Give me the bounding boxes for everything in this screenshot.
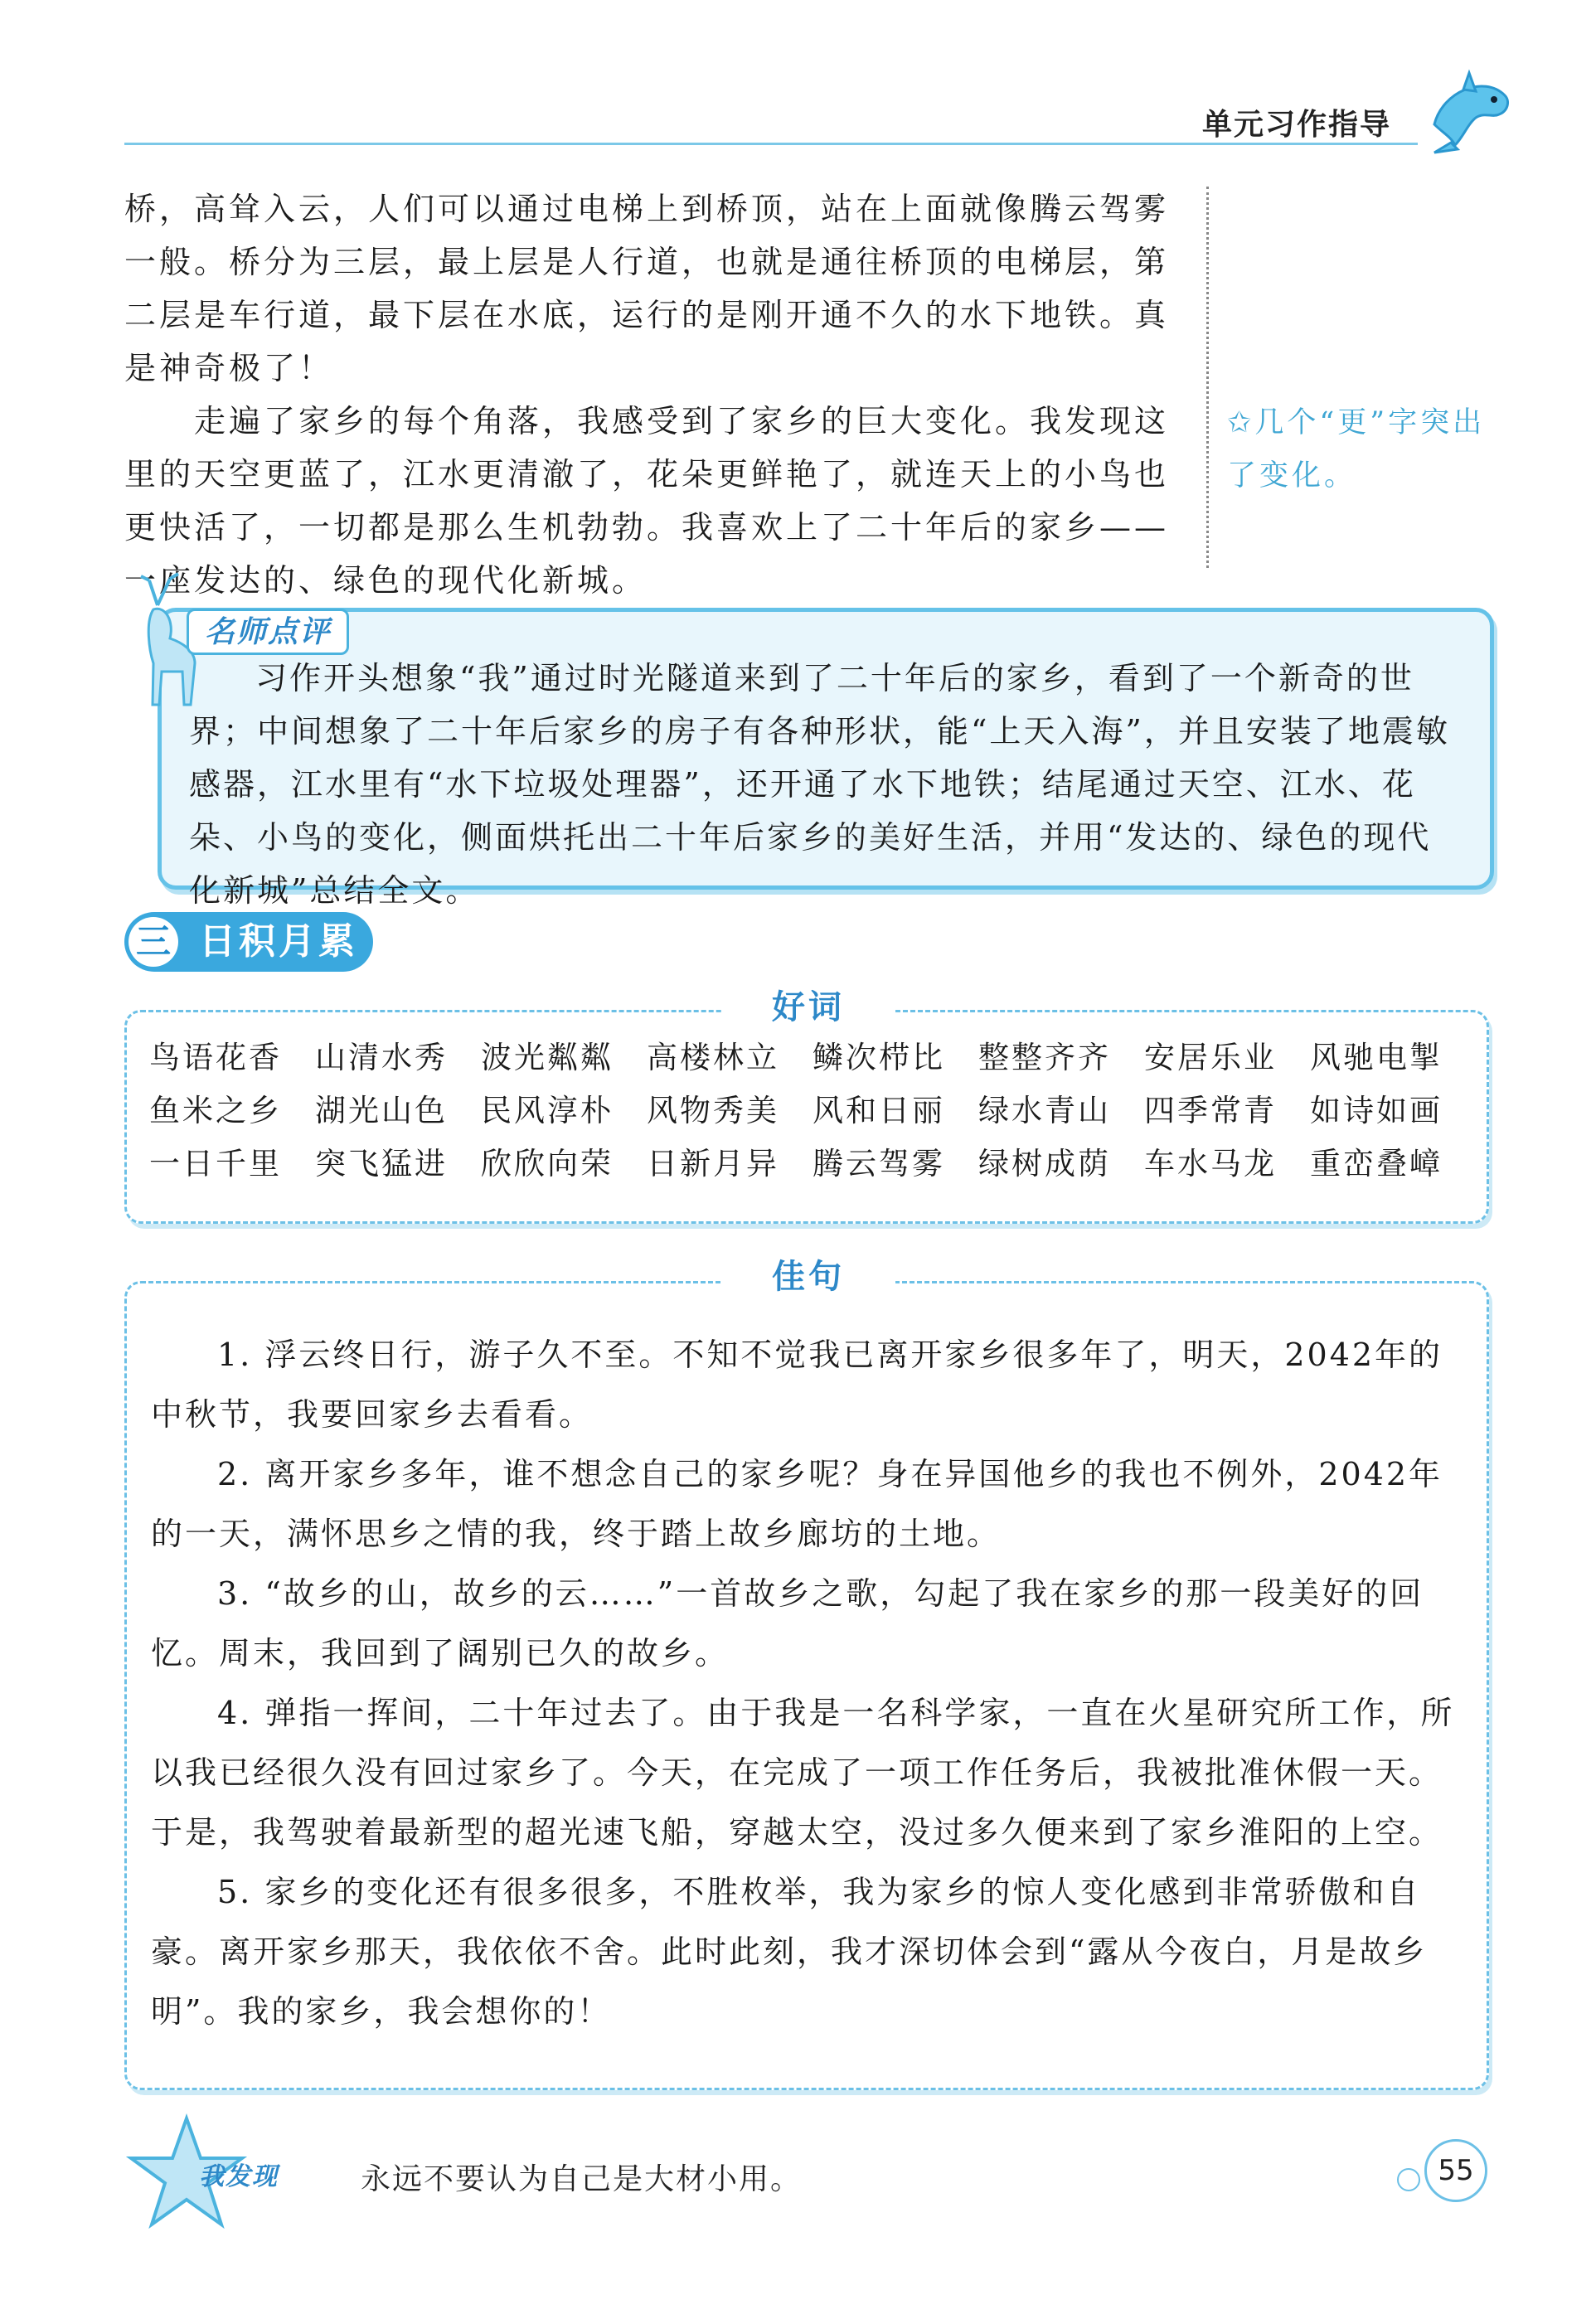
word-item: 民风淳朴 [481, 1093, 614, 1128]
word-item: 重峦叠嶂 [1310, 1146, 1443, 1181]
good-sentences-list [151, 1325, 1461, 2041]
teacher-comment-label: 名师点评 [187, 609, 349, 655]
teacher-comment-paragraph: 习作开头想象“我”通过时光隧道来到了二十年后的家乡，看到了一个新奇的世界；中间想象了二十年后家乡的房子有各种形状，能“上天入海”，并且安装了地震敏感器，江水里有“水下垃圾处理器”，还开通了水下地铁；结尾通过天空、江水、花朵、小鸟的变化，侧面烘托出二十年后家乡的美好生活，并用“发达的、绿色的现代化新城”总结全文。 [189, 660, 1450, 909]
word-item: 腾云驾雾 [813, 1146, 945, 1181]
word-item: 绿水青山 [978, 1093, 1111, 1128]
margin-note: ✩几个“更”字突出了变化。 [1227, 406, 1486, 492]
word-item: 如诗如画 [1310, 1093, 1443, 1128]
good-words-title: 好词 [721, 987, 895, 1028]
sentence-item: 2. 离开家乡多年，谁不想念自己的家乡呢？身在异国他乡的我也不例外，2042年的一天，满怀思乡之情的我，终于踏上故乡廊坊的土地。 [151, 1456, 1443, 1552]
teacher-comment-text [189, 652, 1462, 917]
word-item: 高楼林立 [647, 1040, 779, 1075]
word-item: 安居乐业 [1144, 1040, 1277, 1075]
page-number-decoration [1397, 2168, 1420, 2191]
word-item: 日新月异 [647, 1146, 779, 1181]
section-number: 三 [129, 917, 178, 967]
word-item: 风物秀美 [647, 1093, 779, 1128]
word-item: 四季常青 [1144, 1093, 1277, 1128]
dolphin-icon [1418, 66, 1517, 158]
sentence-item: 1. 浮云终日行，游子久不至。不知不觉我已离开家乡很多年了，明天，2042年的中秋节，我要回家乡去看看。 [151, 1337, 1443, 1433]
word-item: 风和日丽 [813, 1093, 945, 1128]
footer-motto: 永远不要认为自己是大材小用。 [361, 2162, 803, 2196]
word-item: 鳞次栉比 [813, 1040, 945, 1075]
word-item: 绿树成荫 [978, 1146, 1111, 1181]
sentence-item: 3. “故乡的山，故乡的云……”一首故乡之歌，勾起了我在家乡的那一段美好的回忆。周末，我回到了阔别已久的故乡。 [151, 1575, 1424, 1671]
word-item: 波光粼粼 [481, 1040, 614, 1075]
margin-divider [1206, 187, 1209, 568]
word-item: 山清水秀 [315, 1040, 448, 1075]
essay-text [124, 182, 1194, 607]
page-number: 55 [1424, 2139, 1487, 2202]
sentence-item: 5. 家乡的变化还有很多很多，不胜枚举，我为家乡的惊人变化感到非常骄傲和自豪。离开家乡那天，我依依不舍。此时此刻，我才深切体会到“露从今夜白，月是故乡明”。我的家乡，我会想你的！ [151, 1874, 1428, 2030]
word-item: 车水马龙 [1144, 1146, 1277, 1181]
sentence-item: 4. 弹指一挥间，二十年过去了。由于我是一名科学家，一直在火星研究所工作，所以我已经很久没有回过家乡了。今天，在完成了一项工作任务后，我被批准休假一天。于是，我驾驶着最新型的超光速飞船，穿越太空，没过多久便来到了家乡淮阳的上空。 [151, 1695, 1455, 1851]
word-item: 整整齐齐 [978, 1040, 1111, 1075]
good-sentences-title: 佳句 [721, 1256, 895, 1298]
essay-paragraph: 走遍了家乡的每个角落，我感受到了家乡的巨大变化。我发现这里的天空更蓝了，江水更清澈了，花朵更鲜艳了，就连天上的小鸟也更快活了，一切都是那么生机勃勃。我喜欢上了二十年后的家乡——一座发达的、绿色的现代化新城。 [124, 403, 1170, 599]
word-item: 风驰电掣 [1310, 1040, 1443, 1075]
good-words-grid [149, 1031, 1476, 1191]
section-title: 日积月累 [199, 920, 358, 963]
word-item: 一日千里 [149, 1146, 282, 1181]
discovery-badge: 我发现 [199, 2162, 279, 2191]
word-item: 鸟语花香 [149, 1040, 282, 1075]
word-item: 鱼米之乡 [149, 1093, 282, 1128]
header-divider [124, 143, 1418, 145]
essay-paragraph: 桥，高耸入云，人们可以通过电梯上到桥顶，站在上面就像腾云驾雾一般。桥分为三层，最上层是人行道，也就是通往桥顶的电梯层，第二层是车行道，最下层在水底，运行的是刚开通不久的水下地铁。真是神奇极了！ [124, 191, 1170, 386]
section-header-title: 单元习作指导 [1202, 108, 1392, 142]
word-item: 欣欣向荣 [481, 1146, 614, 1181]
word-item: 突飞猛进 [315, 1146, 448, 1181]
word-item: 湖光山色 [315, 1093, 448, 1128]
